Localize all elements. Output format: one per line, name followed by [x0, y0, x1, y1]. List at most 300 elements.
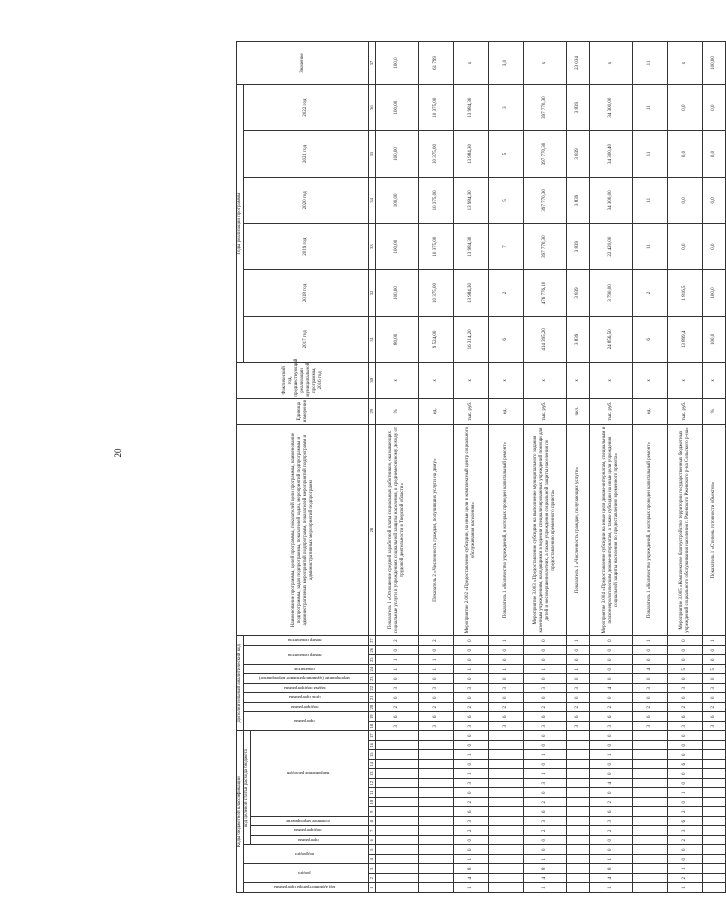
row-year-value: 476 776,10	[524, 270, 567, 316]
row-year-value: 100,00	[376, 270, 419, 316]
code-cell: 3	[703, 722, 726, 732]
row-final-value: 11	[633, 42, 668, 85]
table-row	[590, 42, 633, 893]
column-number: 32	[369, 270, 376, 316]
code-cell: 6	[703, 712, 726, 722]
column-number: 8	[369, 817, 376, 827]
code-cell: 2	[454, 798, 489, 808]
code-cell: 0	[668, 855, 703, 865]
code-cell	[633, 836, 668, 846]
code-cell: 6	[489, 712, 524, 722]
code-cell	[489, 769, 524, 779]
code-cell: 8	[590, 864, 633, 874]
header-admin-code: код администратора программы	[244, 883, 369, 893]
row-year-value: 5	[489, 177, 524, 223]
code-cell: 5	[703, 665, 726, 675]
row-year-value: 13 984,30	[454, 177, 489, 223]
code-cell	[633, 826, 668, 836]
row-unit: %	[376, 398, 419, 424]
code-cell	[703, 874, 726, 884]
code-cell: 1	[419, 665, 454, 675]
code-cell	[489, 874, 524, 884]
code-cell: 0	[590, 665, 633, 675]
code-cell: 1	[524, 769, 567, 779]
code-cell: 0	[489, 655, 524, 665]
code-cell: 0	[524, 760, 567, 770]
row-year-value: 11	[633, 224, 668, 270]
code-cell: 0	[633, 655, 668, 665]
code-cell: 0	[590, 693, 633, 703]
code-cell	[703, 760, 726, 770]
code-cell	[633, 855, 668, 865]
header-main-event: основное мероприятие	[251, 817, 369, 827]
header-subsection: подраздел	[244, 845, 369, 864]
code-cell	[633, 760, 668, 770]
code-cell: 0	[524, 741, 567, 751]
code-cell: 2	[633, 703, 668, 713]
code-cell: 4	[454, 874, 489, 884]
code-cell: 0	[590, 741, 633, 751]
code-cell: 0	[419, 674, 454, 684]
code-cell: 0	[454, 674, 489, 684]
code-cell: 1	[524, 665, 567, 675]
code-cell	[419, 750, 454, 760]
code-cell	[419, 741, 454, 751]
code-cell	[376, 883, 419, 893]
code-cell	[567, 750, 590, 760]
code-cell: 1	[489, 636, 524, 646]
code-cell	[567, 760, 590, 770]
code-cell: 0	[703, 646, 726, 656]
code-cell: 2	[668, 703, 703, 713]
code-cell	[633, 883, 668, 893]
code-cell: 0	[590, 760, 633, 770]
code-cell: 3	[590, 817, 633, 827]
code-cell: 0	[668, 750, 703, 760]
code-cell: 3	[668, 826, 703, 836]
code-cell: 3	[633, 722, 668, 732]
code-cell	[633, 769, 668, 779]
code-cell: 0	[524, 845, 567, 855]
code-cell: 0	[668, 636, 703, 646]
code-cell	[489, 855, 524, 865]
column-number: 35	[369, 131, 376, 177]
code-cell: 0	[376, 674, 419, 684]
column-number: 29	[369, 398, 376, 424]
code-cell: 4	[590, 874, 633, 884]
code-cell	[489, 845, 524, 855]
row-actual: х	[419, 363, 454, 399]
code-cell: 3	[489, 684, 524, 694]
header-year-2017: 2017 год	[244, 316, 369, 362]
code-cell: 2	[524, 826, 567, 836]
code-cell	[703, 883, 726, 893]
code-cell: 3	[633, 684, 668, 694]
code-cell: 2	[590, 826, 633, 836]
row-year-value: 13 984,30	[454, 270, 489, 316]
code-cell	[703, 864, 726, 874]
code-cell: 0	[668, 693, 703, 703]
row-year-value: 414 395,20	[524, 316, 567, 362]
code-cell	[703, 788, 726, 798]
code-cell	[567, 731, 590, 741]
row-year-value: 3 839	[567, 270, 590, 316]
code-cell: 0	[567, 646, 590, 656]
code-cell	[567, 769, 590, 779]
code-cell: 6	[454, 807, 489, 817]
column-number: 31	[369, 316, 376, 362]
code-cell	[633, 788, 668, 798]
code-cell	[567, 845, 590, 855]
code-cell: 6	[668, 817, 703, 827]
code-cell: 0	[590, 731, 633, 741]
code-cell: 3	[376, 684, 419, 694]
code-cell: 3	[454, 722, 489, 732]
column-number: 23	[369, 674, 376, 684]
header-direction: направление расходов	[251, 731, 369, 817]
code-cell	[489, 864, 524, 874]
code-cell	[489, 741, 524, 751]
code-cell: 3	[376, 722, 419, 732]
code-cell	[489, 883, 524, 893]
header-year-2022: 2022 год	[244, 84, 369, 130]
code-cell: 0	[668, 769, 703, 779]
column-number: 21	[369, 693, 376, 703]
code-cell	[703, 798, 726, 808]
header-goal: цель программы	[244, 693, 369, 703]
code-cell: 0	[454, 788, 489, 798]
code-cell: 0	[454, 836, 489, 846]
code-cell: 3	[668, 722, 703, 732]
code-cell: 0	[567, 655, 590, 665]
row-actual: х	[633, 363, 668, 399]
row-name: Мероприятие 2.002 «Предоставление субсидии, на иные цели в комплексный центр социального обслуживания населения»	[454, 424, 489, 636]
code-cell: 6	[633, 712, 668, 722]
row-year-value: 13 984,30	[454, 131, 489, 177]
row-final-value: х	[668, 42, 703, 85]
code-cell: 2	[419, 703, 454, 713]
header-actual: Фактический год, предшествующий реализации муниципальной программы, 2016 год	[237, 363, 369, 399]
row-unit: ед.	[633, 398, 668, 424]
code-cell: 3	[419, 722, 454, 732]
code-cell: 0	[524, 655, 567, 665]
code-cell: 0	[590, 845, 633, 855]
code-cell: 0	[668, 798, 703, 808]
row-final-value: х	[524, 42, 567, 85]
code-cell	[567, 788, 590, 798]
row-year-value: 100,00	[376, 177, 419, 223]
code-cell: 2	[524, 703, 567, 713]
code-cell	[376, 731, 419, 741]
code-cell	[419, 760, 454, 770]
row-year-value: 22 420,00	[590, 224, 633, 270]
code-cell	[633, 731, 668, 741]
row-year-value: 397 770,30	[524, 84, 567, 130]
header-indicator-type: номер показателя	[244, 646, 369, 665]
row-year-value: 100,00	[376, 224, 419, 270]
row-year-value: 6	[633, 316, 668, 362]
code-cell	[376, 864, 419, 874]
row-name: Мероприятие 3.003 «Предоставление субсидии на выполнение муниципального задания казенным учреждениям, находящимся в ведении специализированных учреждений помощи для детей и несовершеннолетних, а также учреждения социальной защиты населения по предоставлению временного приюта»	[524, 424, 567, 636]
row-year-value: 1 816,5	[668, 270, 703, 316]
row-year-value: 3	[489, 84, 524, 130]
code-cell: 3	[454, 684, 489, 694]
table-row	[703, 42, 726, 893]
code-cell	[419, 826, 454, 836]
row-year-value: 13 899,4	[668, 316, 703, 362]
code-cell	[489, 779, 524, 789]
column-number: 3	[369, 864, 376, 874]
code-cell: 4	[633, 665, 668, 675]
row-actual: х	[567, 363, 590, 399]
code-cell: 1	[454, 855, 489, 865]
row-actual: х	[668, 363, 703, 399]
code-cell: 1	[524, 750, 567, 760]
code-cell	[703, 750, 726, 760]
row-year-value: 34 300,00	[590, 84, 633, 130]
header-codes-group: Коды бюджетной классификации	[237, 731, 244, 893]
column-number: 20	[369, 703, 376, 713]
column-number: 27	[369, 636, 376, 646]
column-number: 19	[369, 712, 376, 722]
header-program-code: программа	[244, 712, 369, 731]
code-cell	[703, 836, 726, 846]
table-row	[668, 42, 703, 893]
code-cell: 6	[590, 807, 633, 817]
header-additional-group: Дополнительный аналитический код	[237, 636, 244, 731]
code-cell: 0	[419, 646, 454, 656]
code-cell: 5	[668, 665, 703, 675]
code-cell: 3	[454, 779, 489, 789]
row-year-value: 2	[633, 270, 668, 316]
row-final-value: 100,00	[703, 42, 726, 85]
code-cell	[376, 769, 419, 779]
column-number: 18	[369, 722, 376, 732]
code-cell: 0	[524, 836, 567, 846]
code-cell	[419, 845, 454, 855]
code-cell: 0	[590, 788, 633, 798]
row-year-value: 9 524,00	[419, 316, 454, 362]
code-cell	[567, 883, 590, 893]
header-year-2020: 2020 год	[244, 177, 369, 223]
code-cell: 3	[454, 817, 489, 827]
code-cell	[633, 807, 668, 817]
code-cell: 0	[590, 769, 633, 779]
code-cell: 0	[454, 845, 489, 855]
code-cell: 1	[376, 665, 419, 675]
column-number: 16	[369, 741, 376, 751]
code-cell	[419, 817, 454, 827]
row-year-value: 0,0	[668, 84, 703, 130]
row-year-value: 13 984,30	[454, 224, 489, 270]
code-cell	[489, 750, 524, 760]
code-cell: 0	[590, 674, 633, 684]
code-cell	[419, 779, 454, 789]
table-row	[633, 42, 668, 893]
code-cell	[567, 817, 590, 827]
row-year-value: 0,0	[703, 177, 726, 223]
code-cell: 0	[633, 674, 668, 684]
code-cell	[567, 855, 590, 865]
row-year-value: 3 839	[567, 224, 590, 270]
code-cell: 1	[524, 855, 567, 865]
column-number: 11	[369, 788, 376, 798]
row-year-value: 0,0	[668, 224, 703, 270]
code-cell: 4	[524, 874, 567, 884]
header-indicator-num: показатель	[244, 665, 369, 675]
code-cell: 0	[524, 646, 567, 656]
code-cell	[703, 855, 726, 865]
code-cell: 6	[590, 712, 633, 722]
code-cell: 0	[567, 674, 590, 684]
column-number: 30	[369, 363, 376, 399]
code-cell	[419, 788, 454, 798]
code-cell: 6	[376, 712, 419, 722]
column-number: 33	[369, 224, 376, 270]
code-cell: 0	[489, 674, 524, 684]
row-unit: %	[703, 398, 726, 424]
row-year-value: 10 375,00	[419, 270, 454, 316]
column-number: 1	[369, 883, 376, 893]
column-number: 2	[369, 874, 376, 884]
code-cell	[419, 883, 454, 893]
code-cell: 0	[590, 655, 633, 665]
row-final-value: х	[590, 42, 633, 85]
code-cell: 0	[454, 693, 489, 703]
code-cell: 1	[489, 665, 524, 675]
code-cell: 0	[668, 731, 703, 741]
code-cell	[567, 874, 590, 884]
code-cell: 1	[454, 769, 489, 779]
row-name: Мероприятие 3.004 «Предоставление субсидии на иные цели домам-интернатам, специальным и психоневрологическим домам-интернатам, а также субсидии на иные цели учреждения социальной защиты населения по предоставлению временного приюта»	[590, 424, 633, 636]
code-cell	[489, 760, 524, 770]
row-unit: тыс. руб.	[668, 398, 703, 424]
column-number: 13	[369, 769, 376, 779]
row-year-value: 11	[633, 177, 668, 223]
code-cell: 2	[376, 703, 419, 713]
code-cell: 0	[567, 693, 590, 703]
column-number: 36	[369, 84, 376, 130]
column-number: 37	[369, 42, 376, 85]
row-year-value: 10 375,00	[419, 131, 454, 177]
code-cell	[419, 769, 454, 779]
table-row	[567, 42, 590, 893]
row-year-value: 7	[489, 224, 524, 270]
code-cell	[376, 741, 419, 751]
code-cell	[489, 798, 524, 808]
column-number: 24	[369, 665, 376, 675]
row-year-value: 6	[489, 316, 524, 362]
row-unit: ед.	[489, 398, 524, 424]
code-cell	[703, 779, 726, 789]
code-cell: 3	[590, 722, 633, 732]
row-year-value: 0,0	[668, 131, 703, 177]
code-cell: 3	[524, 684, 567, 694]
code-cell: 2	[454, 703, 489, 713]
code-cell: 1	[668, 864, 703, 874]
code-cell: 1	[567, 665, 590, 675]
column-number: 4	[369, 855, 376, 865]
column-number: 26	[369, 646, 376, 656]
code-cell: 1	[454, 883, 489, 893]
code-cell: 4	[590, 779, 633, 789]
code-cell: 6	[419, 712, 454, 722]
code-cell: 2	[524, 798, 567, 808]
code-cell: 2	[376, 636, 419, 646]
row-final-value: 100,0	[376, 42, 419, 85]
row-year-value: 10 375,00	[419, 224, 454, 270]
row-year-value: 397 770,30	[524, 177, 567, 223]
code-cell: 2	[590, 703, 633, 713]
row-year-value: 10 375,00	[419, 177, 454, 223]
code-cell: 6	[524, 712, 567, 722]
code-cell: 0	[376, 693, 419, 703]
table-row	[419, 42, 454, 893]
code-cell: 0	[633, 646, 668, 656]
code-cell: 1	[419, 655, 454, 665]
row-year-value: 100,00	[376, 131, 419, 177]
code-cell: 3	[489, 722, 524, 732]
code-cell: 3	[703, 684, 726, 694]
code-cell	[376, 845, 419, 855]
row-actual: х	[524, 363, 567, 399]
code-cell: 3	[419, 684, 454, 694]
row-year-value: 24 856,50	[590, 316, 633, 362]
code-cell	[703, 826, 726, 836]
program-table	[236, 41, 726, 893]
code-cell: 6	[567, 712, 590, 722]
row-name: Показатель 1 «Степень готовности объектов»	[703, 424, 726, 636]
row-name: Показатель 1 «Количество учреждений, в которых проведен капитальный ремонт»	[489, 424, 524, 636]
row-name: Показатель 1 «Отношение средней заработной платы социальных работников, оказывающих социальные услуги в учреждениях социальной защиты населения, к среднемесячному доходу от трудовой деятельности в Тверской области»	[376, 424, 419, 636]
code-cell	[419, 731, 454, 741]
code-cell: 2	[454, 826, 489, 836]
row-year-value: 3 839	[567, 316, 590, 362]
row-name: Мероприятие 3.005 «Комплексное благоустройство территории государственных бюджетных учреждений социального обслуживания населения г. Ржевского Ржевского р-на Сельского р-на»	[668, 424, 703, 636]
code-cell: 3	[567, 684, 590, 694]
header-program: программа	[251, 836, 369, 846]
code-cell: 1	[590, 750, 633, 760]
code-cell	[567, 807, 590, 817]
code-cell: 0	[489, 646, 524, 656]
code-cell: 0	[590, 836, 633, 846]
table-row	[489, 42, 524, 893]
code-cell: 0	[524, 693, 567, 703]
code-cell	[633, 864, 668, 874]
row-year-value: 80,00	[376, 316, 419, 362]
row-year-value: 3 790,00	[590, 270, 633, 316]
row-unit: тыс. руб.	[590, 398, 633, 424]
code-cell	[633, 779, 668, 789]
row-final-value: 23 034	[567, 42, 590, 85]
code-cell	[489, 731, 524, 741]
code-cell	[633, 874, 668, 884]
code-cell: 0	[454, 646, 489, 656]
code-cell	[376, 779, 419, 789]
row-year-value: 0,0	[703, 224, 726, 270]
row-year-value: 3 839	[567, 84, 590, 130]
row-year-value: 0,0	[703, 84, 726, 130]
code-cell: 3	[524, 779, 567, 789]
code-cell: 3	[567, 722, 590, 732]
row-year-value: 16 314,20	[454, 316, 489, 362]
row-year-value: 34 300,00	[590, 177, 633, 223]
column-number: 9	[369, 807, 376, 817]
header-expense-code-group: код целевой статьи расхода бюджета	[244, 731, 251, 845]
column-number-row	[369, 42, 376, 893]
row-actual: х	[590, 363, 633, 399]
row-actual: х	[703, 363, 726, 399]
